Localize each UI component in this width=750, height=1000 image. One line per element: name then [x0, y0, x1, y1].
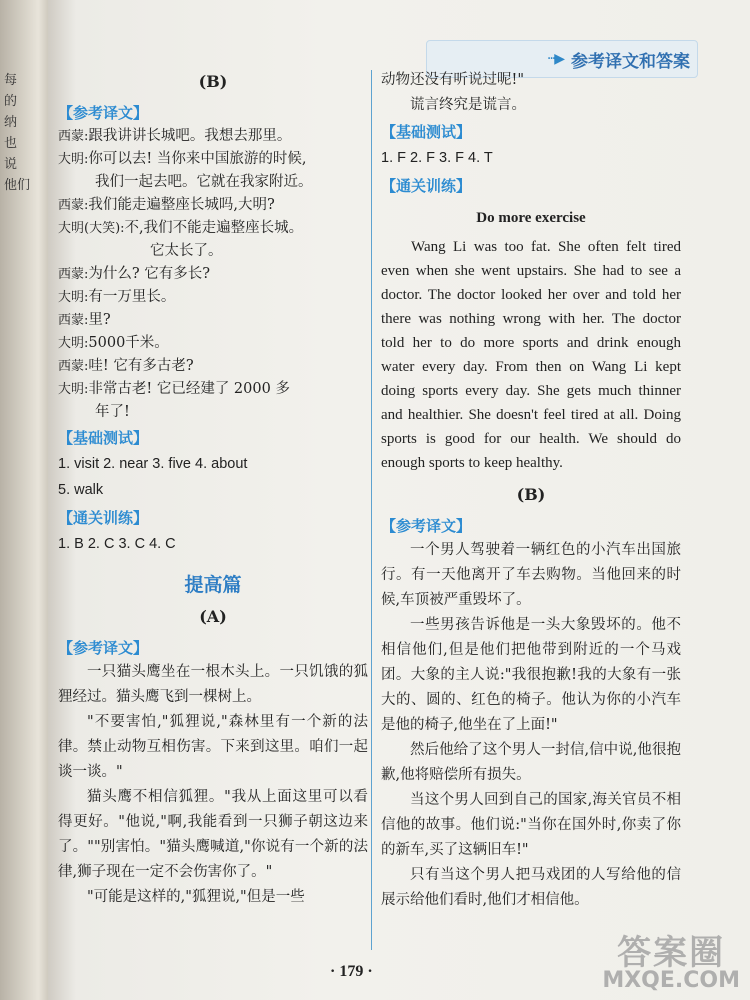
page-number: · 179 · — [330, 963, 373, 980]
dialogue-line: 西蒙:跟我讲讲长城吧。我想去那里。 — [58, 128, 292, 144]
heading-b-right: (B) — [516, 485, 546, 504]
story-paragraph: 当这个男人回到自己的国家,海关官员不相信他的故事。他们说:"当你在国外时,你卖了你的新车,买了这辆旧车!" — [381, 792, 681, 858]
story-paragraph: 一些男孩告诉他是一头大象毁坏的。他不相信他们,但是他们把他带到附近的一个马戏团。大象的主人说:"我很抱歉!我的大象有一张大的、圆的、红色的椅子。他认为你的小汽车是他的椅子,他坐在了上面!" — [381, 617, 681, 733]
watermark-text: 答案圈 — [617, 933, 726, 973]
heading-b: (B) — [198, 72, 228, 91]
basic-answers-line1: 1. visit 2. near 3. five 4. about — [58, 456, 248, 472]
story-paragraph: 猫头鹰不相信狐狸。"我从上面这里可以看得更好。"他说,"啊,我能看到一只狮子朝这边来了。""别害怕。"猫头鹰喊道,"你说有一个新的法律,狮子现在一定不会伤害你了。" — [58, 789, 368, 880]
basic-answers-right: 1. F 2. F 3. F 4. T — [381, 150, 493, 166]
book-spine — [0, 0, 48, 1000]
dialogue-line: 西蒙:里? — [58, 312, 111, 328]
dialogue-line: 西蒙:我们能走遍整座长城吗,大明? — [58, 197, 275, 213]
spine-text-fragments: 每 的 纳 也 说 他们 — [4, 73, 31, 193]
story-paragraph: 一个男人驾驶着一辆红色的小汽车出国旅行。有一天他离开了车去购物。当他回来的时候,车顶被严重毁坏了。 — [381, 542, 681, 608]
watermark-logo — [602, 925, 740, 993]
dialogue-line: 它太长了。 — [150, 243, 223, 259]
tag-pass-training: 【通关训练】 — [58, 509, 149, 527]
tag-basic-test-right: 【基础测试】 — [381, 123, 472, 141]
heading-a: (A) — [199, 607, 227, 626]
page-title: 参考译文和答案 — [571, 51, 690, 72]
dialogue-line: 西蒙:为什么? 它有多长? — [58, 266, 211, 282]
story-paragraph: 只有当这个男人把马戏团的人写给他的信展示给他们看时,他们才相信他。 — [381, 867, 681, 908]
tag-translation: 【参考译文】 — [58, 104, 149, 122]
dialogue-line: 大明:非常古老! 它已经建了 2000 多 — [58, 381, 290, 397]
pass-answers: 1. B 2. C 3. C 4. C — [58, 536, 176, 552]
tag-basic-test: 【基础测试】 — [58, 429, 149, 447]
dialogue-line: 大明:5000千米。 — [58, 335, 169, 351]
dialogue-line: 大明:你可以去! 当你来中国旅游的时候, — [58, 151, 307, 167]
section-title: 提高篇 — [184, 574, 242, 596]
dialogue-line: 年了! — [95, 404, 130, 420]
tag-pass-training-right: 【通关训练】 — [381, 177, 472, 195]
dialogue-line: 我们一起去吧。它就在我家附近。 — [95, 174, 313, 190]
left-column — [58, 68, 368, 910]
english-passage: Wang Li was too fat. She often felt tired even when she went upstairs. She had to see a doctor. The doctor looked her over and told her there was nothing wrong with her. The doctor told her to do more sports and drink enough water every day. From then on Wang Li kept doing sports every day. She gets much thinner and healthier. She doesn't feel tired at all. Doing sports is good for our health. We should do enough sports to keep healthy. — [381, 239, 681, 471]
english-title: Do more exercise — [476, 210, 586, 226]
column-divider — [371, 70, 372, 950]
story-paragraph: 然后他给了这个男人一封信,信中说,他很抱歉,他将赔偿所有损失。 — [381, 742, 681, 783]
story-continuation: 动物还没有听说过呢!" — [381, 72, 524, 88]
dialogue-line: 大明(大笑):不,我们不能走遍整座长城。 — [58, 220, 304, 236]
basic-answers-line2: 5. walk — [58, 482, 104, 498]
story-paragraph: "可能是这样的,"狐狸说,"但是一些 — [87, 889, 305, 905]
story-paragraph: "不要害怕,"狐狸说,"森林里有一个新的法律。禁止动物互相伤害。下来到这里。咱们一起谈一谈。" — [58, 714, 368, 780]
watermark-url: MXQE.COM — [602, 968, 740, 993]
tag-translation-right: 【参考译文】 — [381, 517, 472, 535]
tag-translation-2: 【参考译文】 — [58, 639, 149, 657]
arrow-icon: ···▶ — [546, 51, 563, 67]
story-paragraph: 一只猫头鹰坐在一根木头上。一只饥饿的狐狸经过。猫头鹰飞到一棵树上。 — [58, 664, 368, 705]
right-column — [381, 68, 681, 913]
dialogue-line: 西蒙:哇! 它有多古老? — [58, 358, 194, 374]
dialogue — [58, 125, 368, 424]
dialogue-line: 大明:有一万里长。 — [58, 289, 176, 305]
story-moral: 谎言终究是谎言。 — [410, 97, 526, 113]
